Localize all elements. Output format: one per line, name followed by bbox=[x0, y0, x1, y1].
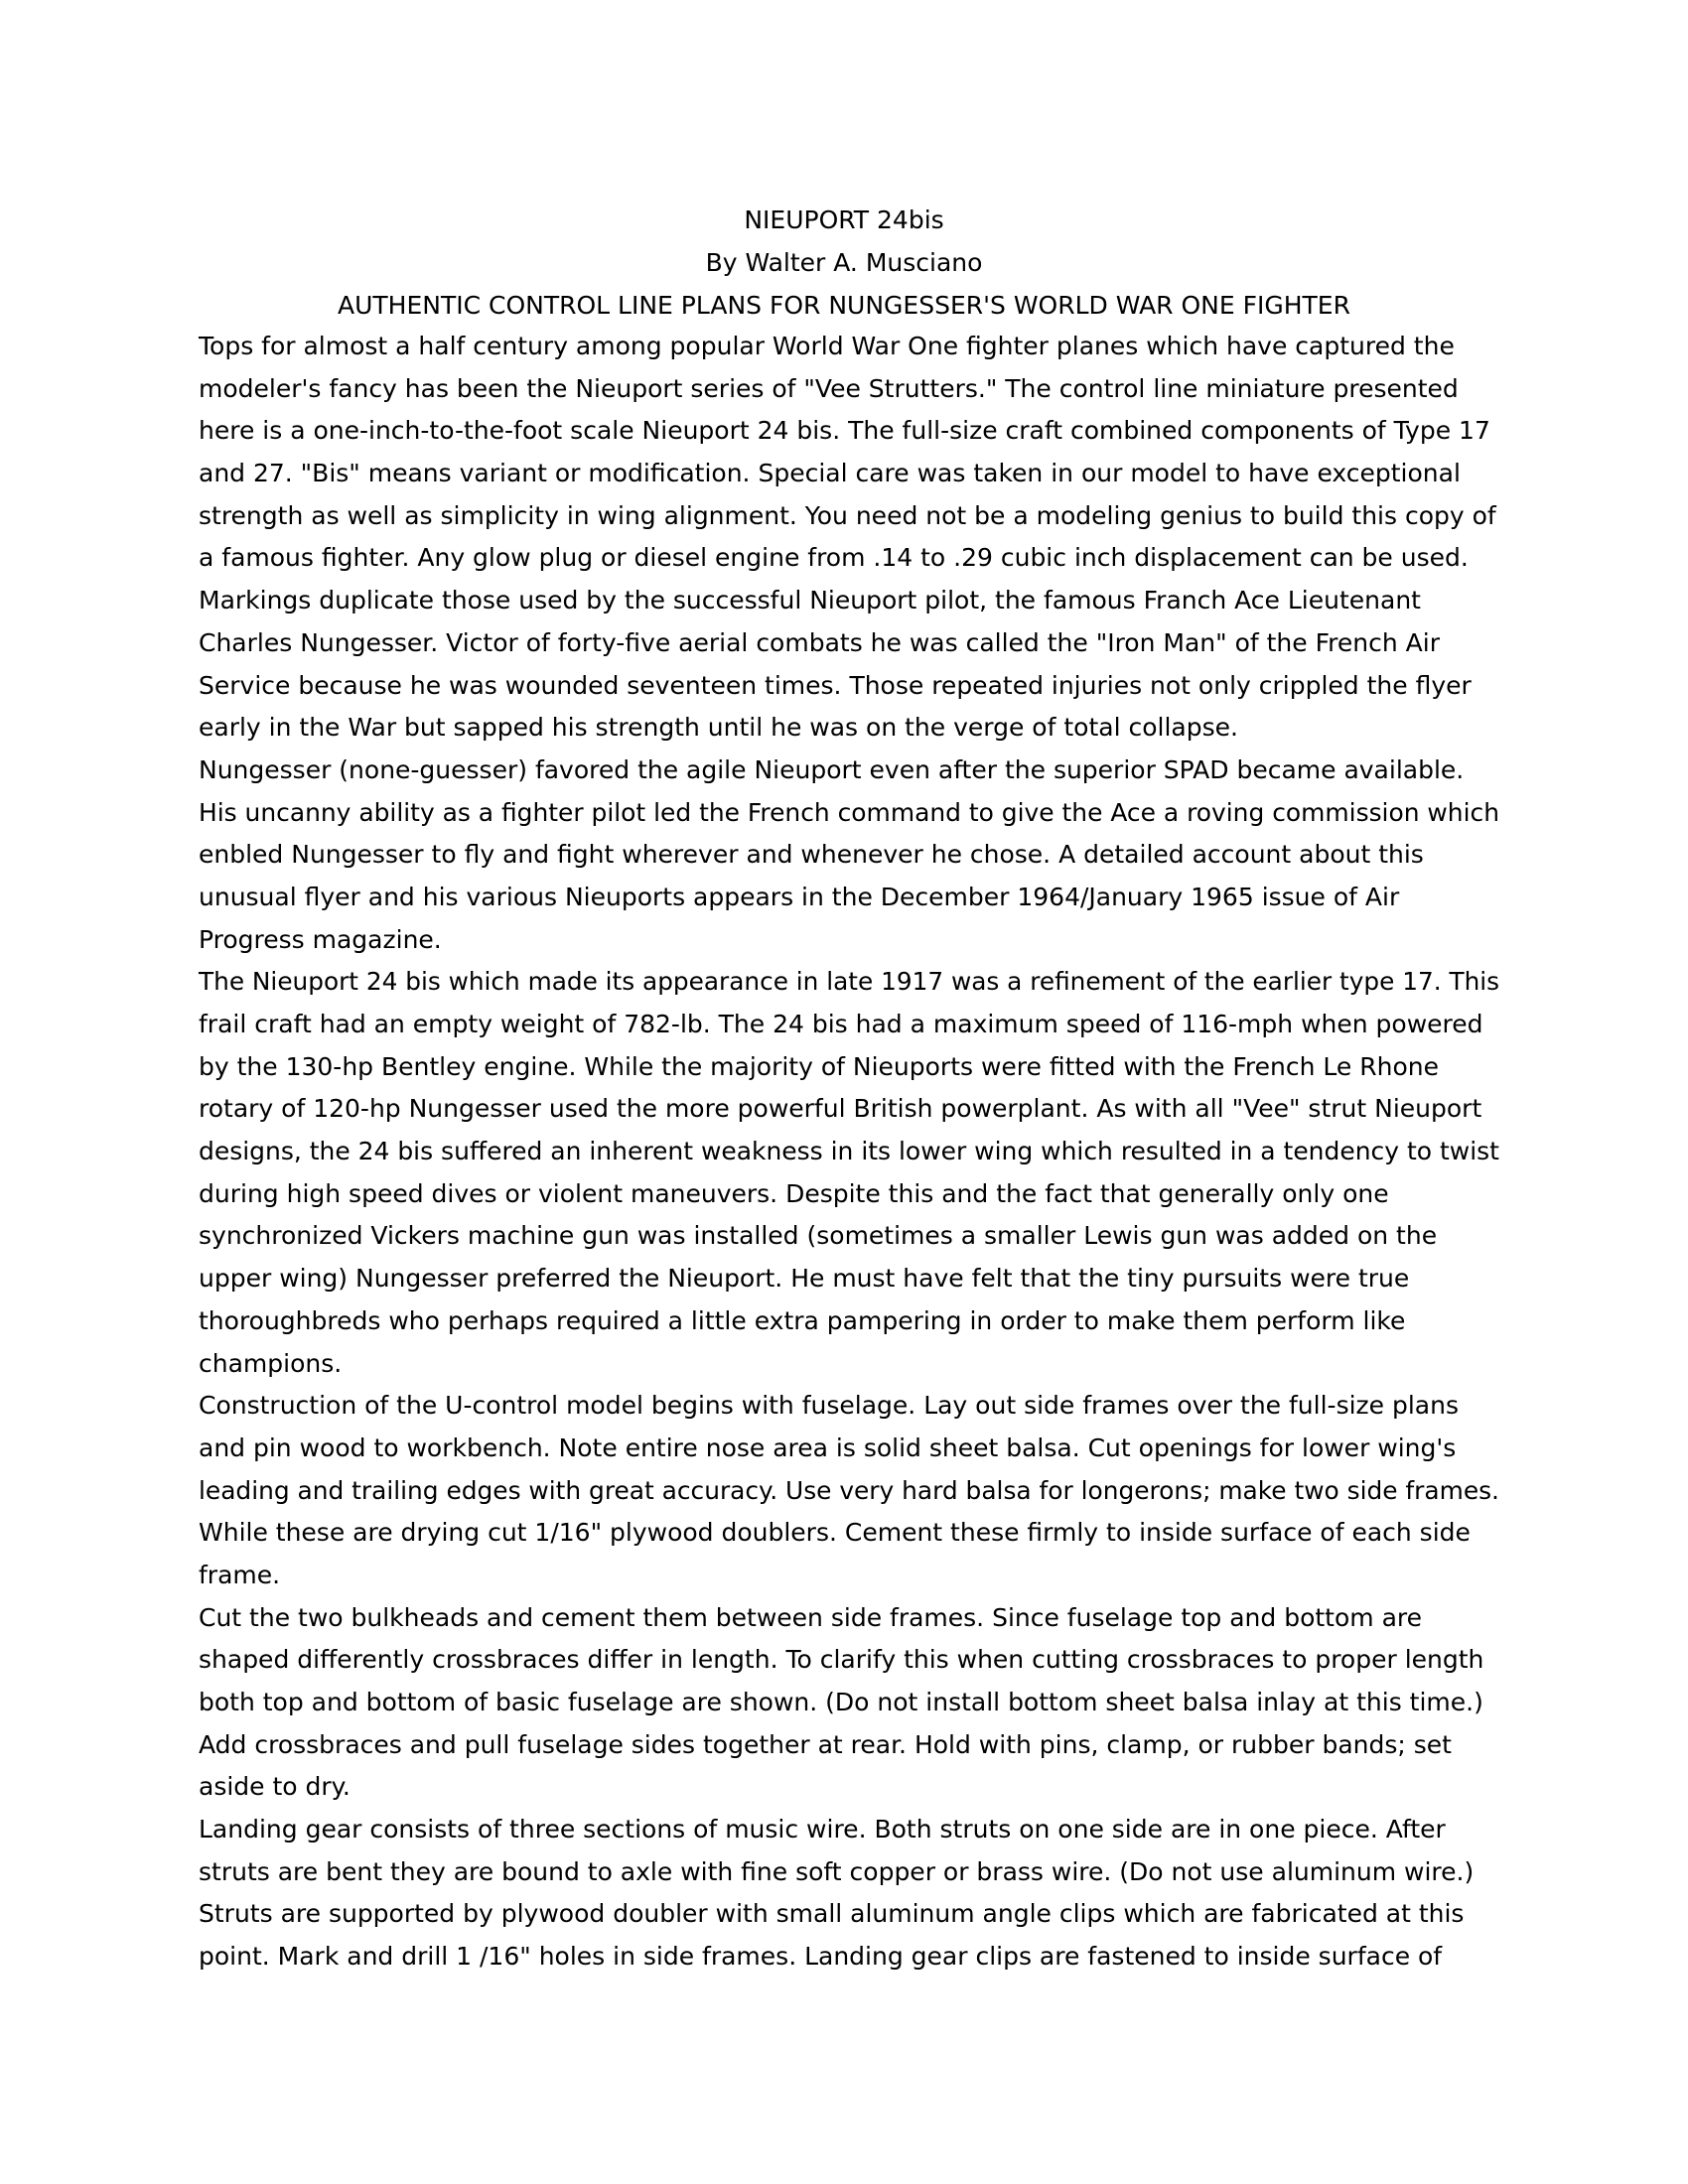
document-header bbox=[199, 199, 1489, 327]
text-line: frail craft had an empty weight of 782-lb. The 24 bis had a maximum speed of 116-mph when powered bbox=[199, 1010, 1483, 1038]
text-line: Progress magazine. bbox=[199, 924, 442, 954]
document-subtitle: AUTHENTIC CONTROL LINE PLANS FOR NUNGESSER'S WORLD WAR ONE FIGHTER bbox=[338, 291, 1350, 320]
text-line: thoroughbreds who perhaps required a little extra pampering in order to make them perform like bbox=[199, 1305, 1406, 1335]
text-line: modeler's fancy has been the Nieuport series of "Vee Strutters." The control line miniature presented bbox=[199, 373, 1459, 403]
text-line: Cut the two bulkheads and cement them between side frames. Since fuselage top and bottom are bbox=[199, 1602, 1423, 1632]
text-line: early in the War but sapped his strength until he was on the verge of total collapse. bbox=[199, 713, 1238, 743]
text-line: Service because he was wounded seventeen times. Those repeated injuries not only crippled the flyer bbox=[199, 670, 1472, 700]
text-line: rotary of 120-hp Nungesser used the more powerful British powerplant. As with all "Vee" strut Nieuport bbox=[199, 1094, 1482, 1124]
text-line: champions. bbox=[199, 1348, 343, 1378]
document-title: NIEUPORT 24bis bbox=[744, 205, 944, 234]
text-line: Markings duplicate those used by the successful Nieuport pilot, the famous Franch Ace Lieutenant bbox=[199, 586, 1421, 615]
text-line: point. Mark and drill 1 /16" holes in side frames. Landing gear clips are fastened to inside surface of bbox=[199, 1942, 1443, 1972]
text-line: frame. bbox=[199, 1560, 281, 1589]
text-line: a famous fighter. Any glow plug or diesel engine from .14 to .29 cubic inch displacement can be used. bbox=[199, 543, 1469, 573]
text-line: designs, the 24 bis suffered an inherent weakness in its lower wing which resulted in a tendency to twist bbox=[199, 1137, 1499, 1166]
text-line: Add crossbraces and pull fuselage sides together at rear. Hold with pins, clamp, or rubber bands; set bbox=[199, 1729, 1452, 1759]
text-line: The Nieuport 24 bis which made its appearance in late 1917 was a refinement of the earlier type 17. This bbox=[199, 967, 1500, 997]
text-line: here is a one-inch-to-the-foot scale Nieuport 24 bis. The full-size craft combined components of Type 17 bbox=[199, 416, 1490, 446]
text-line: aside to dry. bbox=[199, 1772, 351, 1802]
text-line: Charles Nungesser. Victor of forty-five aerial combats he was called the "Iron Man" of the French Air bbox=[199, 627, 1440, 657]
text-line: While these are drying cut 1/16" plywood doublers. Cement these firmly to inside surface of each side bbox=[199, 1518, 1471, 1548]
text-line: Construction of the U-control model begins with fuselage. Lay out side frames over the full-size plans bbox=[199, 1391, 1459, 1421]
text-line: His uncanny ability as a fighter pilot led the French command to give the Ace a roving commission which bbox=[199, 797, 1499, 827]
text-line: both top and bottom of basic fuselage are shown. (Do not install bottom sheet balsa inlay at this time.) bbox=[199, 1688, 1483, 1716]
text-line: leading and trailing edges with great accuracy. Use very hard balsa for longerons; make two side frames. bbox=[199, 1475, 1499, 1505]
text-line: Landing gear consists of three sections of music wire. Both struts on one side are in one piece. After bbox=[199, 1815, 1446, 1844]
text-line: enbled Nungesser to fly and fight wherever and whenever he chose. A detailed account about this bbox=[199, 840, 1424, 870]
text-line: Tops for almost a half century among popular World War One fighter planes which have captured the bbox=[199, 332, 1455, 360]
text-line: Nungesser (none-guesser) favored the agile Nieuport even after the superior SPAD became available. bbox=[199, 754, 1465, 784]
text-line: struts are bent they are bound to axle with fine soft copper or brass wire. (Do not use aluminum wire.) bbox=[199, 1856, 1475, 1886]
text-line: upper wing) Nungesser preferred the Nieuport. He must have felt that the tiny pursuits were true bbox=[199, 1264, 1410, 1294]
text-line: during high speed dives or violent maneuvers. Despite this and the fact that generally only one bbox=[199, 1178, 1389, 1208]
text-line: synchronized Vickers machine gun was installed (sometimes a smaller Lewis gun was added on the bbox=[199, 1221, 1438, 1251]
text-line: Struts are supported by plywood doubler with small aluminum angle clips which are fabricated at this bbox=[199, 1899, 1465, 1929]
text-line: shaped differently crossbraces differ in length. To clarify this when cutting crossbraces to proper length bbox=[199, 1645, 1484, 1675]
text-line: strength as well as simplicity in wing alignment. You need not be a modeling genius to build this copy of bbox=[199, 500, 1496, 530]
article-body bbox=[199, 326, 1499, 1979]
document-byline: By Walter A. Musciano bbox=[705, 248, 983, 277]
text-line: and 27. "Bis" means variant or modification. Special care was taken in our model to have exceptional bbox=[199, 459, 1461, 488]
text-line: and pin wood to workbench. Note entire nose area is solid sheet balsa. Cut openings for lower wing's bbox=[199, 1433, 1457, 1462]
text-line: unusual flyer and his various Nieuports appears in the December 1964/January 1965 issue of Air bbox=[199, 882, 1400, 911]
text-line: by the 130-hp Bentley engine. While the majority of Nieuports were fitted with the French Le Rhone bbox=[199, 1051, 1439, 1081]
